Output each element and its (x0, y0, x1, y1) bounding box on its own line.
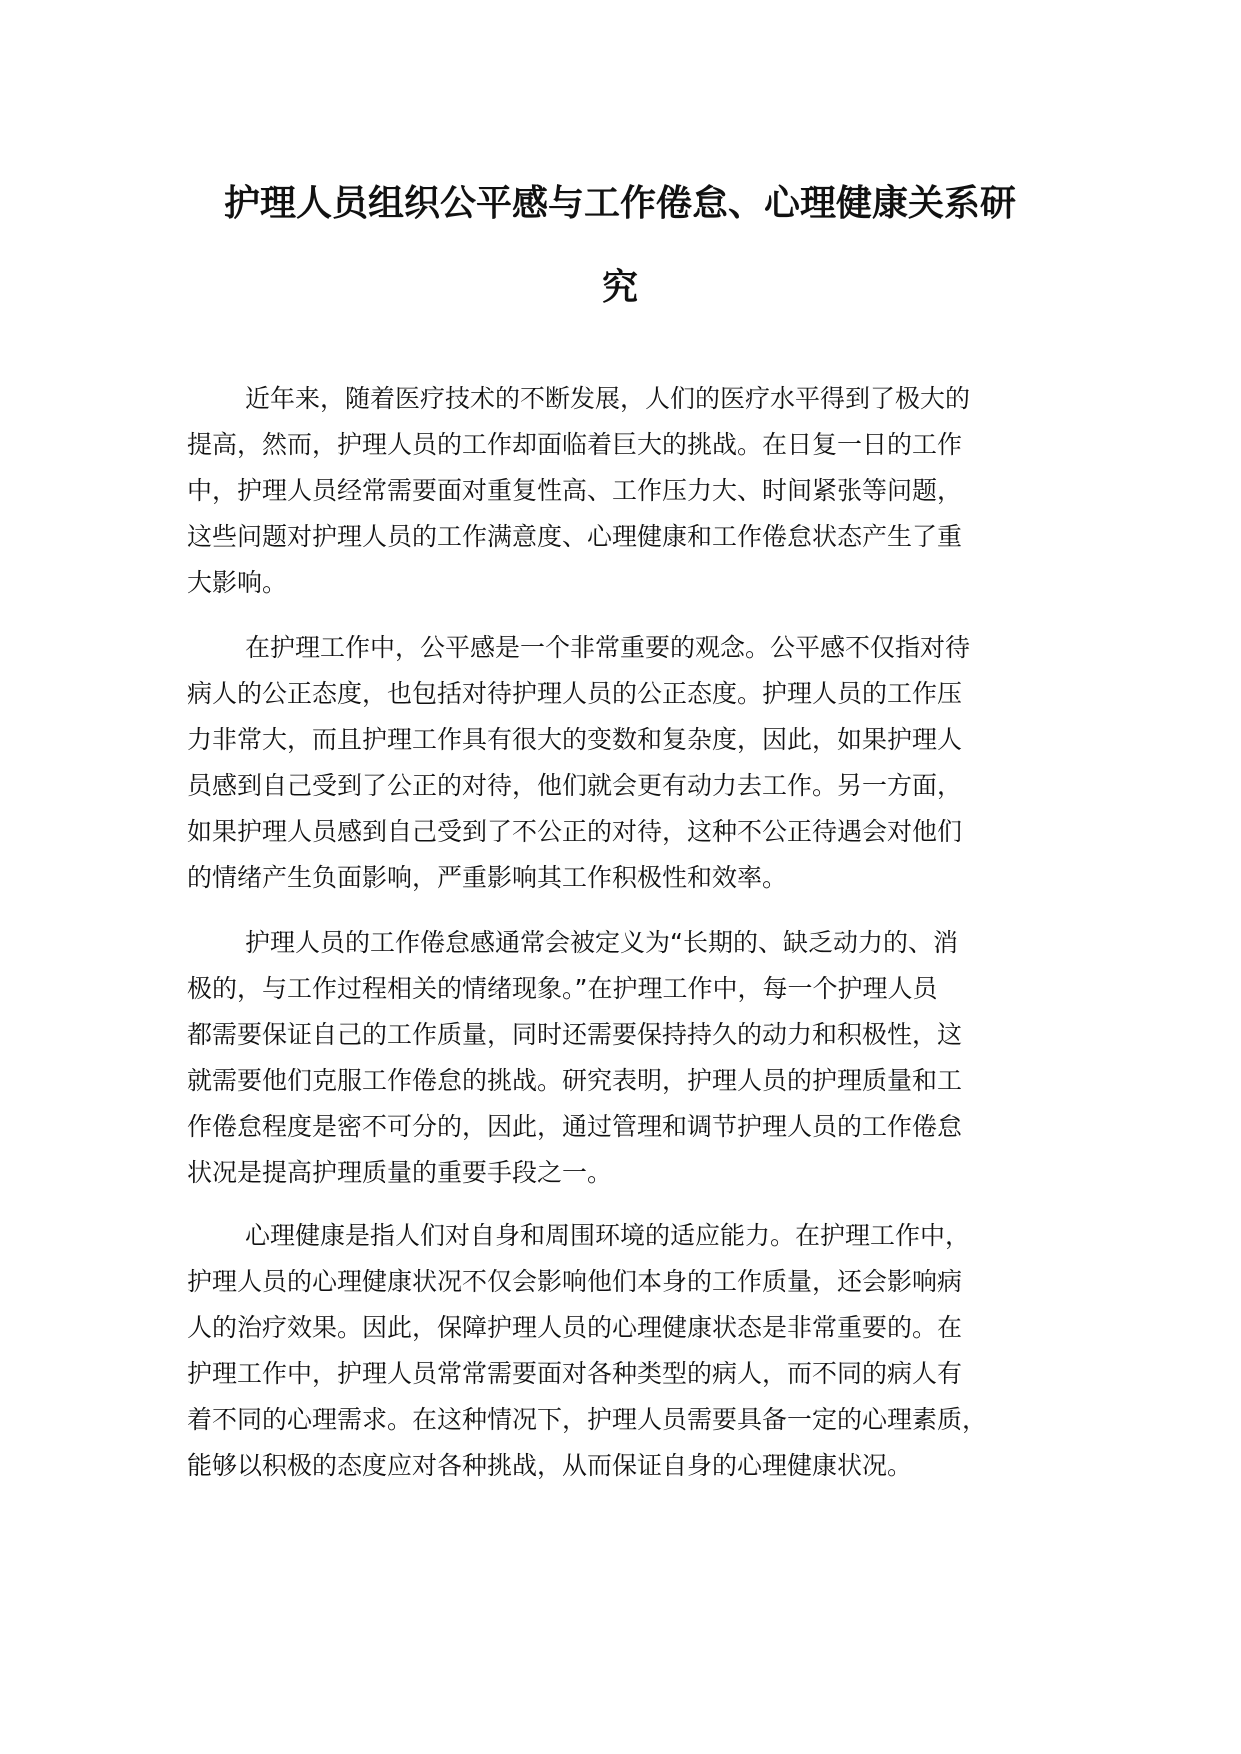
paragraph-line: 员感到自己受到了公正的对待，他们就会更有动力去工作。另一方面， (187, 771, 963, 800)
paragraph-line: 心理健康是指人们对自身和周围环境的适应能力。在护理工作中， (245, 1221, 971, 1250)
paragraph-line: 在护理工作中，公平感是一个非常重要的观念。公平感不仅指对待 (245, 633, 971, 662)
paragraph-line: 着不同的心理需求。在这种情况下，护理人员需要具备一定的心理素质， (187, 1405, 988, 1434)
paragraph-line: 状况是提高护理质量的重要手段之一。 (187, 1158, 613, 1187)
paragraph-line: 这些问题对护理人员的工作满意度、心理健康和工作倦怠状态产生了重 (187, 522, 963, 551)
paragraph-line: 中，护理人员经常需要面对重复性高、工作压力大、时间紧张等问题， (187, 476, 963, 505)
paragraph-4 (187, 1213, 1087, 1489)
paragraph-line: 就需要他们克服工作倦怠的挑战。研究表明，护理人员的护理质量和工 (187, 1066, 963, 1095)
paragraph-line: 的情绪产生负面影响，严重影响其工作积极性和效率。 (187, 863, 788, 892)
document-title-line-1: 护理人员组织公平感与工作倦怠、心理健康关系研 (223, 183, 1016, 224)
paragraph-2 (187, 625, 1087, 901)
paragraph-line: 如果护理人员感到自己受到了不公正的对待，这种不公正待遇会对他们 (187, 817, 963, 846)
paragraph-line: 病人的公正态度，也包括对待护理人员的公正态度。护理人员的工作压 (187, 679, 963, 708)
paragraph-line: 护理人员的心理健康状况不仅会影响他们本身的工作质量，还会影响病 (187, 1267, 963, 1296)
paragraph-line: 人的治疗效果。因此，保障护理人员的心理健康状态是非常重要的。在 (187, 1313, 963, 1342)
paragraph-line: 护理工作中，护理人员常常需要面对各种类型的病人，而不同的病人有 (187, 1359, 963, 1388)
paragraph-line: 大影响。 (187, 568, 288, 597)
paragraph-line: 提高，然而，护理人员的工作却面临着巨大的挑战。在日复一日的工作 (187, 430, 963, 459)
paragraph-line: 近年来，随着医疗技术的不断发展，人们的医疗水平得到了极大的 (245, 384, 971, 413)
paragraph-line: 力非常大，而且护理工作具有很大的变数和复杂度，因此，如果护理人 (187, 725, 963, 754)
paragraph-1 (187, 376, 1087, 606)
paragraph-line: 都需要保证自己的工作质量，同时还需要保持持久的动力和积极性，这 (187, 1020, 963, 1049)
paragraph-line: 作倦怠程度是密不可分的，因此，通过管理和调节护理人员的工作倦怠 (187, 1112, 963, 1141)
paragraph-line: 极的，与工作过程相关的情绪现象。”在护理工作中，每一个护理人员 (187, 974, 938, 1003)
paragraph-3 (187, 920, 1087, 1196)
document-title-line-2: 究 (601, 267, 638, 308)
paragraph-line: 能够以积极的态度应对各种挑战，从而保证自身的心理健康状况。 (187, 1451, 913, 1480)
paragraph-line: 护理人员的工作倦怠感通常会被定义为“长期的、缺乏动力的、消 (245, 928, 958, 957)
